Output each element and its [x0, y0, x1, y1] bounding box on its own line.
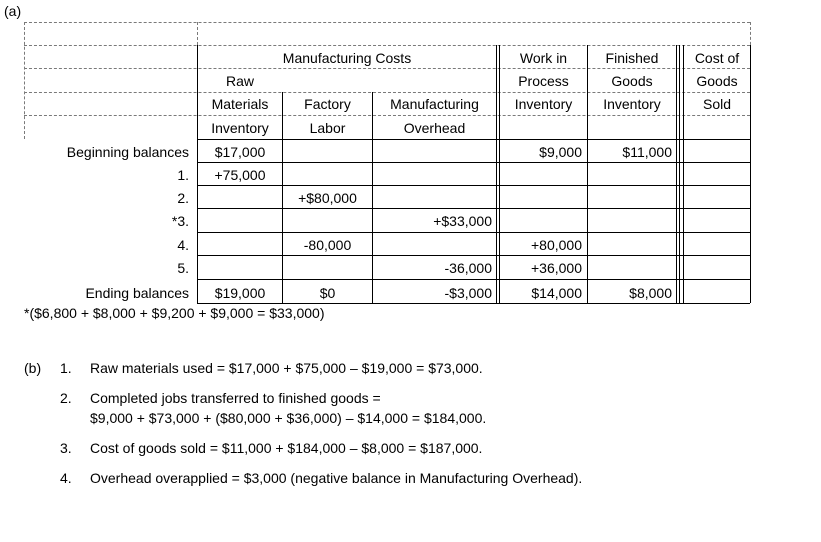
- part-b-item-text: $9,000 + $73,000 + ($80,000 + $36,000) – $14,000 = $184,000.: [90, 410, 487, 426]
- part-b-item-number: 2.: [60, 390, 72, 406]
- row-label: 2.: [177, 190, 189, 206]
- part-b-item-text: Raw materials used = $17,000 + $75,000 – $19,000 = $73,000.: [90, 360, 483, 376]
- fg-header-line1: Finished: [605, 50, 659, 66]
- part-b-item-number: 1.: [60, 360, 72, 376]
- row-label: 1.: [177, 167, 189, 183]
- cogs-header-line1: Cost of: [694, 50, 740, 66]
- raw-header-line3: Inventory: [211, 120, 269, 136]
- part-b-item-number: 4.: [60, 470, 72, 486]
- wip-header-line3: Inventory: [514, 96, 573, 112]
- labor-header-line1: Factory: [304, 96, 351, 112]
- overhead-header-line1: Manufacturing: [390, 96, 479, 112]
- row-label: Ending balances: [85, 285, 189, 301]
- footnote: *($6,800 + $8,000 + $9,200 + $9,000 = $33,000): [24, 305, 325, 321]
- cell-labor: $0: [319, 285, 336, 301]
- part-b-label: (b): [24, 360, 42, 376]
- cogs-header-line3: Sold: [702, 96, 732, 112]
- overhead-header-line2: Overhead: [403, 120, 466, 136]
- manufacturing-costs-header: Manufacturing Costs: [282, 50, 412, 66]
- cell-raw: $19,000: [214, 285, 266, 301]
- fg-header-line2: Goods: [611, 73, 653, 89]
- part-b-item-text: Completed jobs transferred to finished goods =: [90, 390, 381, 406]
- cell-wip: $14,000: [531, 285, 582, 301]
- raw-header-line1: Raw: [225, 73, 254, 89]
- cell-raw: +75,000: [214, 167, 266, 183]
- cell-overhead: +$33,000: [433, 213, 492, 229]
- fg-header-line3: Inventory: [603, 96, 661, 112]
- cell-fg: $11,000: [622, 144, 672, 160]
- cell-labor: +$80,000: [298, 190, 357, 206]
- part-b-item-text: Cost of goods sold = $11,000 + $184,000 – $8,000 = $187,000.: [90, 440, 483, 456]
- cogs-header-line2: Goods: [696, 73, 738, 89]
- wip-header-line2: Process: [518, 73, 569, 89]
- cell-overhead: -36,000: [444, 260, 492, 276]
- part-b-item-number: 3.: [60, 440, 72, 456]
- row-label: *3.: [171, 213, 189, 229]
- cell-wip: $9,000: [539, 144, 582, 160]
- raw-header-line2: Materials: [211, 96, 269, 112]
- cell-wip: +36,000: [531, 260, 582, 276]
- row-label: Beginning balances: [66, 144, 189, 160]
- wip-header-line1: Work in: [519, 50, 568, 66]
- cell-overhead: -$3,000: [444, 285, 492, 301]
- row-label: 4.: [177, 237, 189, 253]
- cell-labor: -80,000: [303, 237, 352, 253]
- row-label: 5.: [177, 260, 189, 276]
- labor-header-line2: Labor: [309, 120, 346, 136]
- cell-wip: +80,000: [531, 237, 582, 253]
- cell-raw: $17,000: [214, 144, 266, 160]
- part-a-label: (a): [4, 3, 22, 19]
- part-b-item-text: Overhead overapplied = $3,000 (negative balance in Manufacturing Overhead).: [90, 470, 583, 486]
- cell-fg: $8,000: [629, 285, 672, 301]
